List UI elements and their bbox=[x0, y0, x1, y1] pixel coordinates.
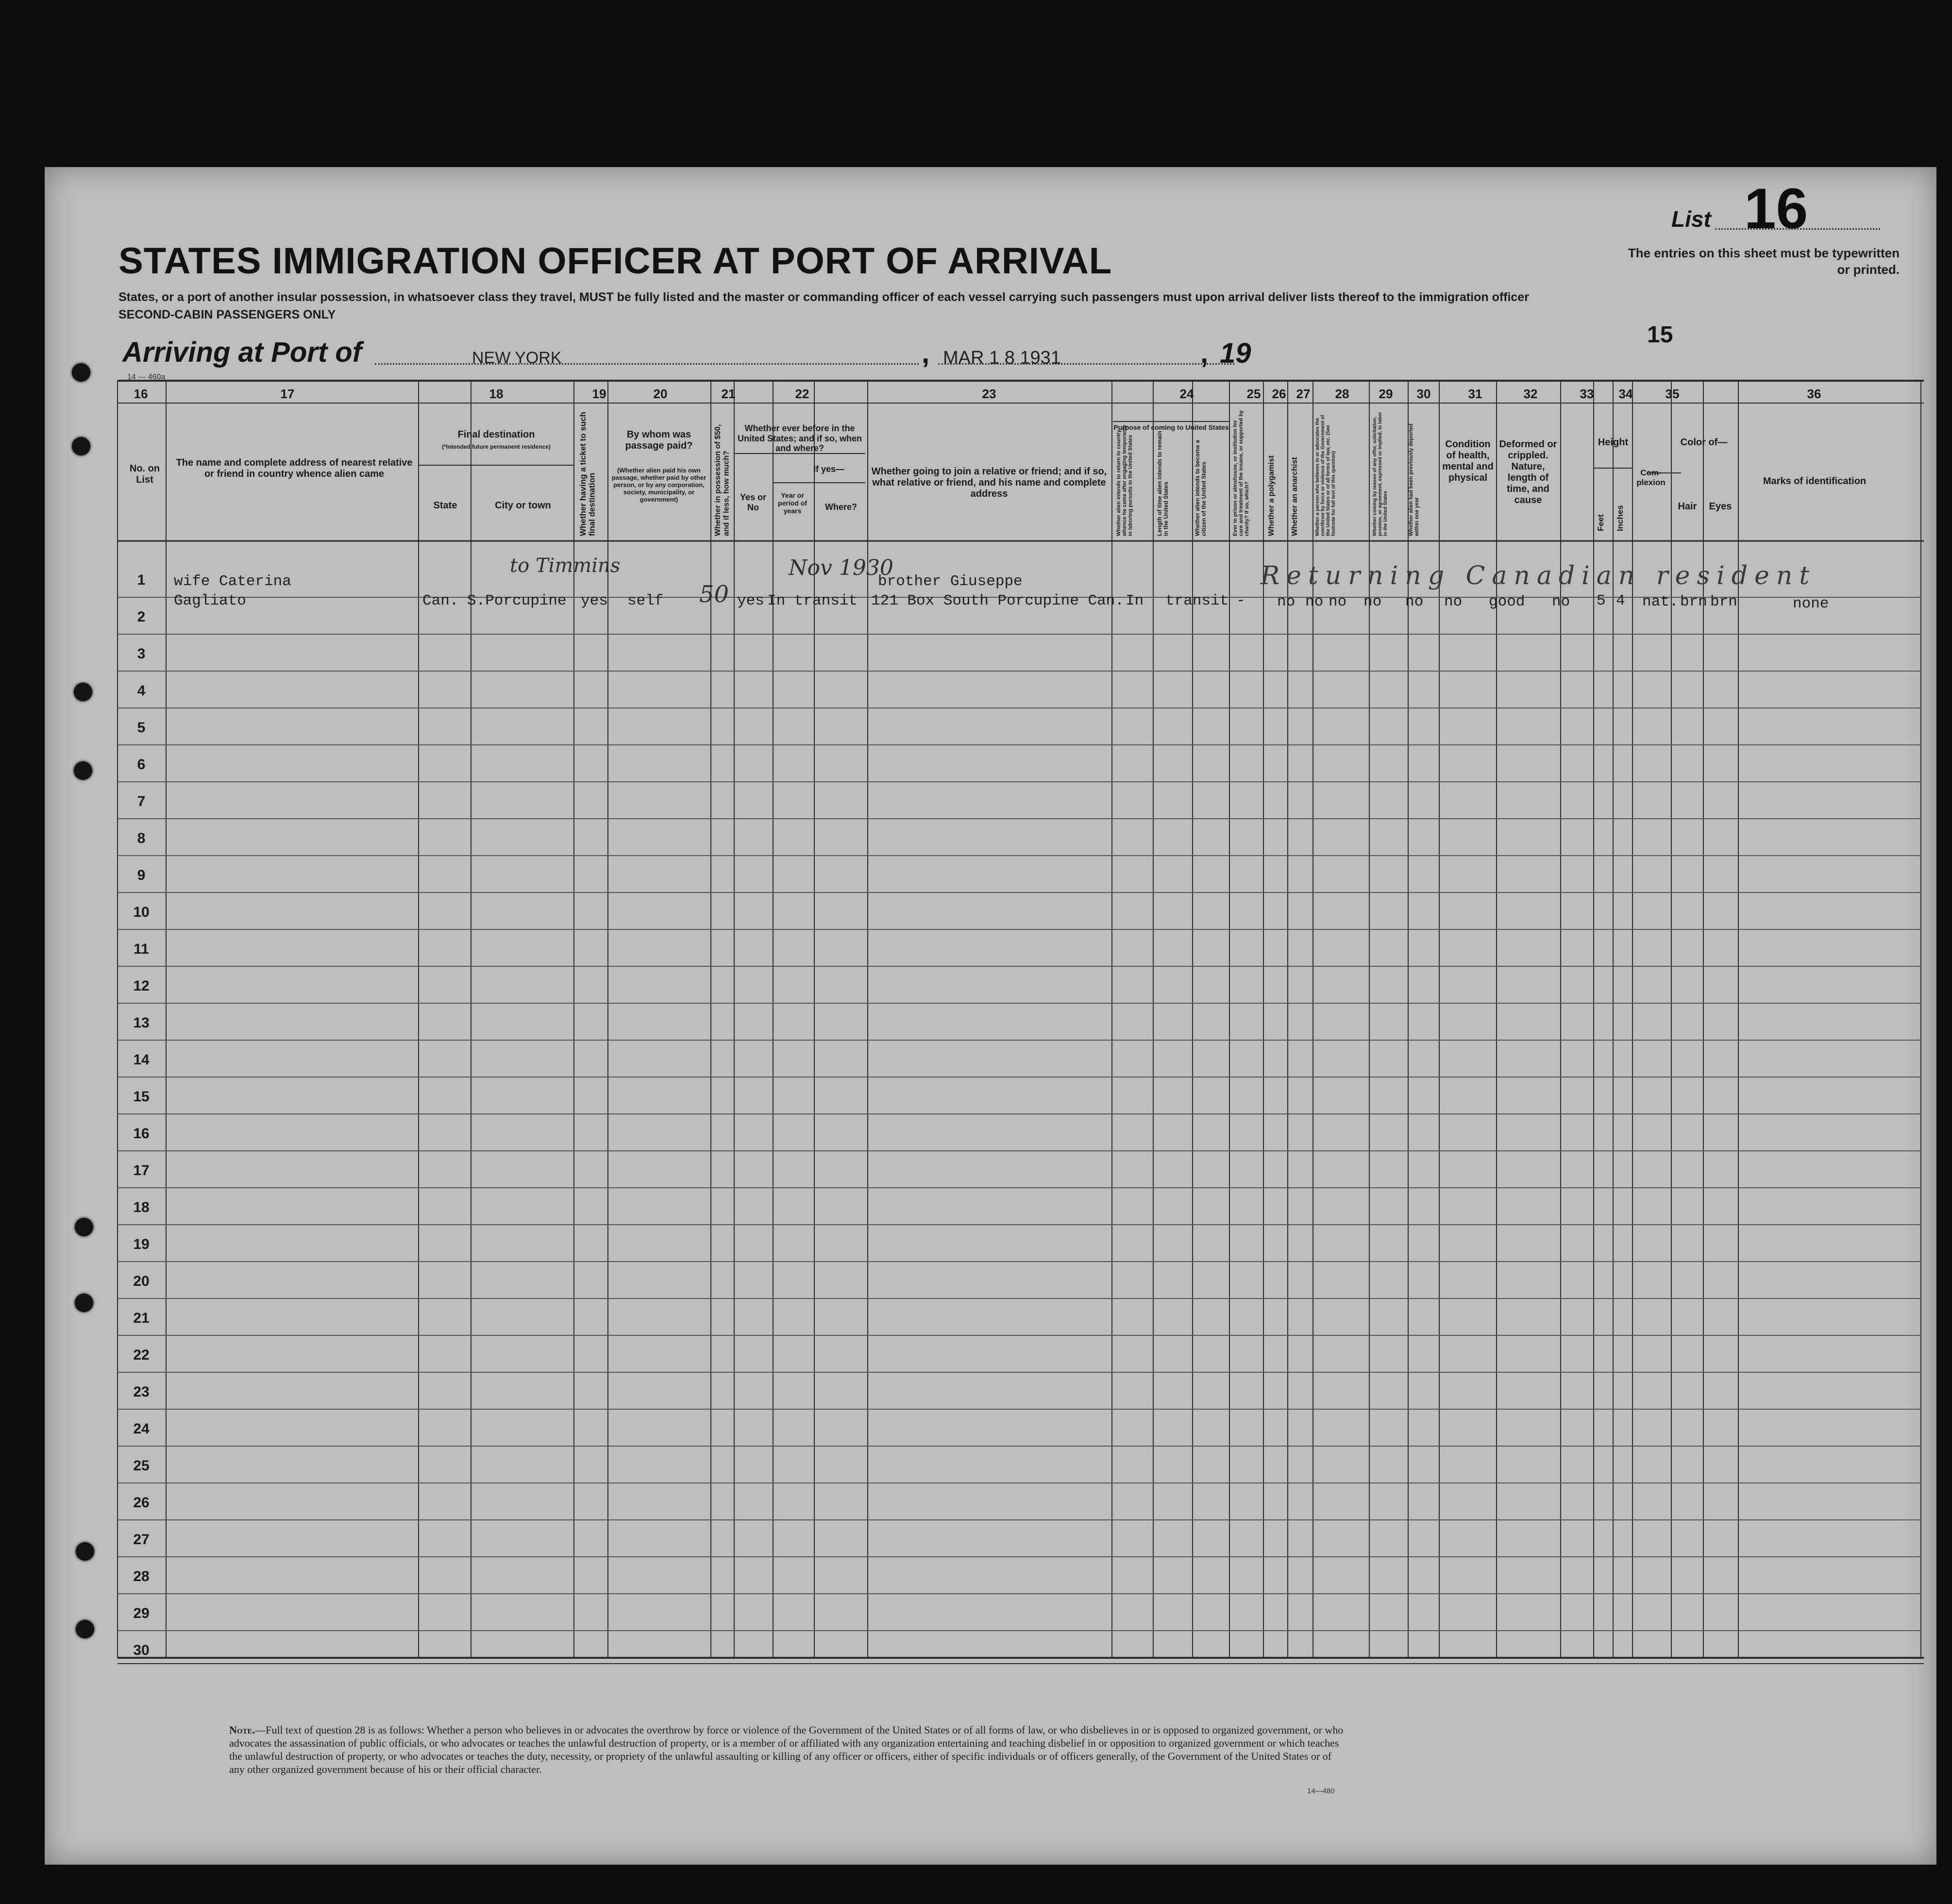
row-number: 15 bbox=[133, 1089, 150, 1105]
header-state: State bbox=[433, 500, 457, 511]
header-inches: Inches bbox=[1615, 505, 1625, 531]
row-number: 8 bbox=[137, 830, 146, 846]
header-deformed: Deformed or crippled. Nature, length of time, and cause bbox=[1499, 439, 1557, 505]
header-relative-address: The name and complete address of nearest relative or friend in country whence alien came bbox=[176, 457, 413, 479]
comma-mark: , bbox=[1200, 337, 1209, 369]
height-inches: 4 bbox=[1616, 592, 1625, 609]
row-number: 18 bbox=[133, 1199, 150, 1215]
row-number: 11 bbox=[134, 941, 149, 957]
punch-hole bbox=[75, 1294, 93, 1312]
manifest-grid bbox=[45, 167, 1936, 1865]
list-label: List bbox=[1671, 206, 1711, 232]
column-number: 21 bbox=[721, 387, 736, 401]
form-code-bottom: 14—480 bbox=[1307, 1787, 1335, 1795]
column-number: 32 bbox=[1523, 387, 1538, 401]
deformed: no bbox=[1552, 593, 1570, 610]
punch-hole bbox=[72, 363, 90, 382]
header-health: Condition of health, mental and physical bbox=[1442, 439, 1494, 483]
header-intends-return: Whether alien intends to return to country whence he came after engaging temporarily in laboring pursuits in the United States bbox=[1116, 424, 1134, 536]
row-number: 24 bbox=[133, 1421, 150, 1437]
column-number: 18 bbox=[489, 387, 504, 401]
row-number: 13 bbox=[133, 1015, 150, 1031]
overthrow: no bbox=[1363, 593, 1382, 610]
column-number: 28 bbox=[1335, 387, 1349, 401]
polygamist: no bbox=[1305, 593, 1324, 610]
header-no-on-list: No. on List bbox=[129, 463, 160, 485]
row-number: 22 bbox=[133, 1347, 150, 1363]
dest-city: S.Porcupine bbox=[467, 592, 567, 609]
notice-line: States, or a port of another insular possession, in whatsoever class they travel, MUST be fully listed and the master or commanding officer of each vessel carrying such passengers must upon arrival deliver lists thereof to the immigration officer bbox=[118, 290, 1529, 304]
side-number: 15 bbox=[1647, 322, 1673, 348]
row-number: 26 bbox=[133, 1495, 150, 1511]
punch-hole bbox=[74, 761, 92, 780]
row-number: 7 bbox=[137, 793, 146, 809]
column-number: 29 bbox=[1379, 387, 1393, 401]
header-final-destination: Final destination bbox=[457, 429, 535, 440]
column-number: 22 bbox=[795, 387, 809, 401]
header-ever-before: Whether ever before in the United States; and if so, when and where? bbox=[737, 423, 862, 454]
column-number: 26 bbox=[1272, 387, 1286, 401]
header-color-of: Color of— bbox=[1680, 437, 1728, 448]
header-eyes: Eyes bbox=[1709, 501, 1732, 512]
arriving-label: Arriving at Port of bbox=[122, 337, 362, 368]
joining-address: 121 Box South Porcupine Can. bbox=[871, 592, 1124, 609]
row-number: 19 bbox=[133, 1236, 150, 1252]
column-number: 23 bbox=[982, 387, 996, 401]
has-ticket: yes bbox=[581, 592, 608, 609]
header-passage-paid: By whom was passage paid? bbox=[625, 429, 693, 451]
deported: no bbox=[1444, 593, 1463, 610]
height-feet: 5 bbox=[1597, 592, 1606, 609]
header-overthrow: Whether a person who believes in or advocates the overthrow by force or violence of the Government of the United States or of all forms of law, etc. (See footnote for full text of this question) bbox=[1315, 415, 1336, 536]
column-number: 27 bbox=[1296, 387, 1311, 401]
header-prison: Ever in prison or almshouse, or institution for care and treatment of the insane, or supported by charity? If so, which? bbox=[1232, 410, 1250, 536]
header-yes-no: Yes or No bbox=[740, 492, 767, 512]
column-number: 33 bbox=[1580, 387, 1594, 401]
punch-hole bbox=[72, 437, 90, 455]
row-number: 3 bbox=[137, 646, 146, 662]
row-number: 2 bbox=[137, 609, 146, 625]
footnote-text: —Full text of question 28 is as follows: Whether a person who believes in or advocates the overthrow by force or violence of the Government of the United States or of all forms of law, or who disbelieves in or is opposed to organized government, or who advocates the assassination of public officials, or who advocates or teaches the unlawful destruction of property, or is a member of or affiliated with any organization entertaining and teaching disbelief in or opposition to organized government or which teaches the unlawful destruction of property, or who advocates or teaches the duty, necessity, or propriety of the unlawful assaulting or killing of any officer or officers, either of specific individuals or of officers generally, of the Government of the United States or of any other organized government because of his or their official character. bbox=[229, 1724, 1344, 1775]
year-label: 19 bbox=[1220, 337, 1251, 369]
row-number: 9 bbox=[137, 867, 146, 883]
prison: no bbox=[1277, 593, 1296, 610]
row-number: 16 bbox=[133, 1126, 150, 1142]
header-city: City or town bbox=[495, 500, 551, 511]
list-number: 16 bbox=[1744, 177, 1808, 241]
complexion: nat. bbox=[1642, 593, 1679, 610]
column-number: 30 bbox=[1416, 387, 1431, 401]
header-contract-labor: Whether coming by reason of any offer, solicitation, promise, or agreement, expressed or implied, to labor in the United States bbox=[1372, 412, 1388, 536]
row-number: 5 bbox=[137, 720, 146, 736]
punch-hole bbox=[75, 1218, 93, 1236]
before-year-handwritten: Nov 1930 bbox=[789, 556, 893, 580]
header-polygamist: Whether a polygamist bbox=[1267, 455, 1276, 536]
contract-labor: no bbox=[1405, 593, 1424, 610]
before-where: In transit bbox=[767, 592, 858, 609]
dest-state: Can. bbox=[422, 592, 459, 609]
health: good bbox=[1489, 593, 1525, 610]
row-number: 29 bbox=[133, 1605, 150, 1621]
row-number: 4 bbox=[137, 683, 146, 699]
row-number: 28 bbox=[133, 1568, 150, 1584]
row-number: 25 bbox=[133, 1458, 150, 1474]
length-of-stay: transit bbox=[1165, 592, 1229, 609]
row-number: 27 bbox=[133, 1532, 150, 1548]
entries-note: The entries on this sheet must be typewritten or printed. bbox=[1628, 246, 1900, 277]
column-number: 31 bbox=[1468, 387, 1482, 401]
row-number: 20 bbox=[133, 1273, 150, 1289]
relative-name-line2: Gagliato bbox=[174, 592, 246, 609]
manifest-sheet bbox=[45, 167, 1936, 1865]
row-number: 1 bbox=[137, 572, 146, 588]
column-number: 25 bbox=[1246, 387, 1261, 401]
column-number: 17 bbox=[280, 387, 295, 401]
ever-before-yes-no: yes bbox=[737, 592, 764, 609]
eyes-color: brn bbox=[1710, 593, 1737, 610]
header-year: Year or period of years bbox=[778, 491, 807, 515]
date-stamp: MAR 1 8 1931 bbox=[943, 348, 1061, 368]
header-passage-paid-note: (Whether alien paid his own passage, whether paid by other person, or by any corporation, society, municipality, or government) bbox=[611, 467, 707, 503]
header-ticket: Whether having a ticket to such final destination bbox=[578, 412, 597, 536]
footnote-label: Note. bbox=[229, 1724, 255, 1736]
remark-handwritten: Returning Canadian resident bbox=[1261, 561, 1817, 590]
row-number: 21 bbox=[133, 1310, 150, 1326]
column-number: 16 bbox=[134, 387, 148, 401]
column-number: 35 bbox=[1665, 387, 1680, 401]
form-code-top: 14 — 460a bbox=[127, 373, 166, 381]
money-amount: 50 bbox=[699, 581, 729, 608]
port-value: NEW YORK bbox=[472, 349, 562, 367]
row-number: 17 bbox=[133, 1163, 150, 1179]
row-number: 10 bbox=[133, 904, 150, 920]
header-feet: Feet bbox=[1596, 514, 1605, 531]
header-height: Height bbox=[1598, 437, 1629, 448]
row-number: 23 bbox=[133, 1384, 150, 1400]
anarchist: no bbox=[1329, 593, 1347, 610]
column-number: 19 bbox=[592, 387, 606, 401]
class-notice: SECOND-CABIN PASSENGERS ONLY bbox=[118, 308, 336, 321]
header-joining: Whether going to join a relative or friend; and if so, what relative or friend, and his name and complete address bbox=[871, 466, 1107, 499]
column-number: 24 bbox=[1179, 387, 1194, 401]
footnote bbox=[229, 1723, 1346, 1776]
header-deported: Whether alien had been previously deported within one year bbox=[1408, 423, 1420, 536]
header-complexion: Com-plexion bbox=[1636, 468, 1666, 487]
column-number: 34 bbox=[1618, 387, 1633, 401]
header-length-stay: Length of time alien intends to remain in the United States bbox=[1156, 431, 1170, 536]
row-number: 6 bbox=[137, 757, 146, 773]
header-hair: Hair bbox=[1678, 501, 1697, 512]
punch-hole bbox=[74, 683, 92, 701]
row-number: 14 bbox=[133, 1052, 150, 1068]
header-become-citizen: Whether alien intends to become a citizen of the United States bbox=[1194, 439, 1208, 536]
punch-hole bbox=[76, 1620, 94, 1638]
header-where: Where? bbox=[825, 502, 857, 512]
header-purpose: Purpose of coming to United States bbox=[1113, 423, 1229, 431]
joining-relative: brother Giuseppe bbox=[878, 573, 1023, 590]
header-marks: Marks of identification bbox=[1763, 476, 1867, 487]
punch-hole bbox=[76, 1542, 94, 1561]
relative-name-line1: wife Caterina bbox=[174, 573, 291, 590]
dest-city-handwritten: to Timmins bbox=[510, 555, 621, 577]
identification-marks: none bbox=[1793, 595, 1829, 612]
hair-color: brn bbox=[1680, 593, 1707, 610]
purpose-return: In bbox=[1126, 592, 1144, 609]
header-if-yes: If yes— bbox=[813, 464, 845, 474]
header-money: Whether in possession of $50, and if less, how much? bbox=[714, 424, 731, 536]
page-title: STATES IMMIGRATION OFFICER AT PORT OF ARRIVAL bbox=[118, 240, 1112, 282]
header-final-destination-note: (*Intended future permanent residence) bbox=[441, 443, 551, 450]
row-number: 12 bbox=[133, 978, 150, 994]
column-number: 36 bbox=[1807, 387, 1821, 401]
column-number: 20 bbox=[653, 387, 668, 401]
header-anarchist: Whether an anarchist bbox=[1291, 457, 1299, 536]
row-number: 30 bbox=[133, 1642, 150, 1658]
passage-paid-by: self bbox=[627, 592, 664, 609]
comma-mark: , bbox=[922, 337, 930, 369]
intends-citizen: - bbox=[1236, 592, 1245, 609]
